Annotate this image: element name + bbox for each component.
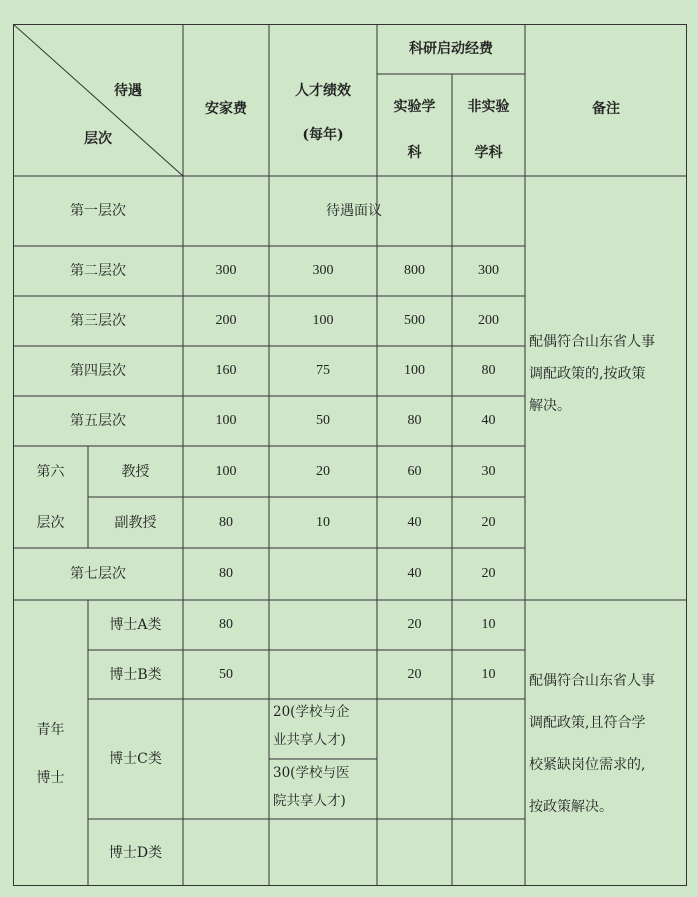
level2-settlement: 300 [215,263,237,278]
header-lab: 实验学 [393,99,436,115]
level2-name: 第二层次 [70,263,126,279]
young-c-perf-enterprise [273,698,377,754]
level5-perf: 50 [316,413,330,428]
level2-lab: 800 [404,263,425,278]
young-a-nonlab: 10 [481,617,496,632]
level6-name-2: 层次 [36,514,65,531]
level6-assoc-settlement: 80 [219,514,233,530]
level5-nonlab: 40 [481,413,496,428]
policy-table [13,24,687,886]
note-spouse-1 [529,326,685,422]
level6-prof-lab: 60 [407,463,422,479]
level3-nonlab: 200 [478,313,499,328]
level1-name: 第一层次 [70,203,126,219]
young-c-perf-hospital [273,759,377,815]
header-settlement: 安家费 [205,101,247,117]
note1-line: 配偶符合山东省人事 [529,334,655,350]
young-c-name: 博士C类 [109,751,162,767]
note1-line: 解决。 [529,398,571,414]
level4-nonlab: 80 [481,363,496,378]
header-talent-perf: 人才绩效 [295,83,351,99]
level6-prof-name: 教授 [121,463,150,480]
note2-line: 按政策解决。 [529,799,613,815]
note1-line: 调配政策的,按政策 [529,366,646,382]
young-b-name: 博士B类 [109,666,162,683]
level5-lab: 80 [407,413,422,428]
note2-line: 配偶符合山东省人事 [529,673,655,689]
level4-lab: 100 [404,363,425,378]
level5-settlement: 100 [215,413,237,428]
level7-name: 第七层次 [70,566,126,582]
header-research-funds: 科研启动经费 [409,41,493,57]
level6-prof-perf: 20 [316,463,330,479]
young-a-name: 博士A类 [109,617,162,633]
note-spouse-2 [529,660,685,828]
young-d-name: 博士D类 [108,844,163,861]
young-a-lab: 20 [407,617,422,632]
young-c-perf2-line: 30(学校与医 [273,765,350,781]
header-remarks: 备注 [592,101,620,117]
young-name: 青年 [36,722,65,738]
level2-nonlab: 300 [478,263,499,278]
note2-line: 校紧缺岗位需求的, [529,757,646,773]
young-c-perf1-line: 业共享人才) [273,732,346,748]
level6-prof-nonlab: 30 [481,463,496,479]
level7-nonlab: 20 [481,566,496,581]
level7-lab: 40 [407,566,422,581]
header-treatment: 待遇 [114,83,142,99]
young-b-settlement: 50 [219,666,233,682]
header-nonlab-2: 学科 [474,145,503,161]
note2-line: 调配政策,且符合学 [529,715,646,731]
young-c-perf1-line: 20(学校与企 [273,704,350,720]
level4-name: 第四层次 [70,363,126,379]
level2-perf: 300 [312,263,334,278]
level7-settlement: 80 [219,566,233,581]
young-c-perf2-line: 院共享人才) [273,793,346,809]
level3-lab: 500 [404,313,425,328]
header-nonlab: 非实验 [467,99,510,115]
young-a-settlement: 80 [219,617,233,632]
level4-settlement: 160 [215,363,237,378]
level3-name: 第三层次 [70,313,126,329]
level6-assoc-name: 副教授 [114,514,157,531]
level6-name: 第六 [36,463,65,480]
young-name-2: 博士 [36,770,65,786]
level6-assoc-lab: 40 [407,514,422,530]
level4-perf: 75 [316,363,330,378]
level6-prof-settlement: 100 [215,463,237,479]
level1-merged: 待遇面议 [326,203,382,219]
header-level: 层次 [84,131,112,147]
level3-settlement: 200 [215,313,237,328]
level5-name: 第五层次 [70,413,126,429]
header-lab-2: 科 [407,145,422,161]
level6-assoc-perf: 10 [316,514,330,530]
level3-perf: 100 [312,313,334,328]
header-talent-perf-year: (每年) [302,127,344,143]
young-b-nonlab: 10 [481,666,496,682]
young-b-lab: 20 [407,666,422,682]
level6-assoc-nonlab: 20 [481,514,496,530]
